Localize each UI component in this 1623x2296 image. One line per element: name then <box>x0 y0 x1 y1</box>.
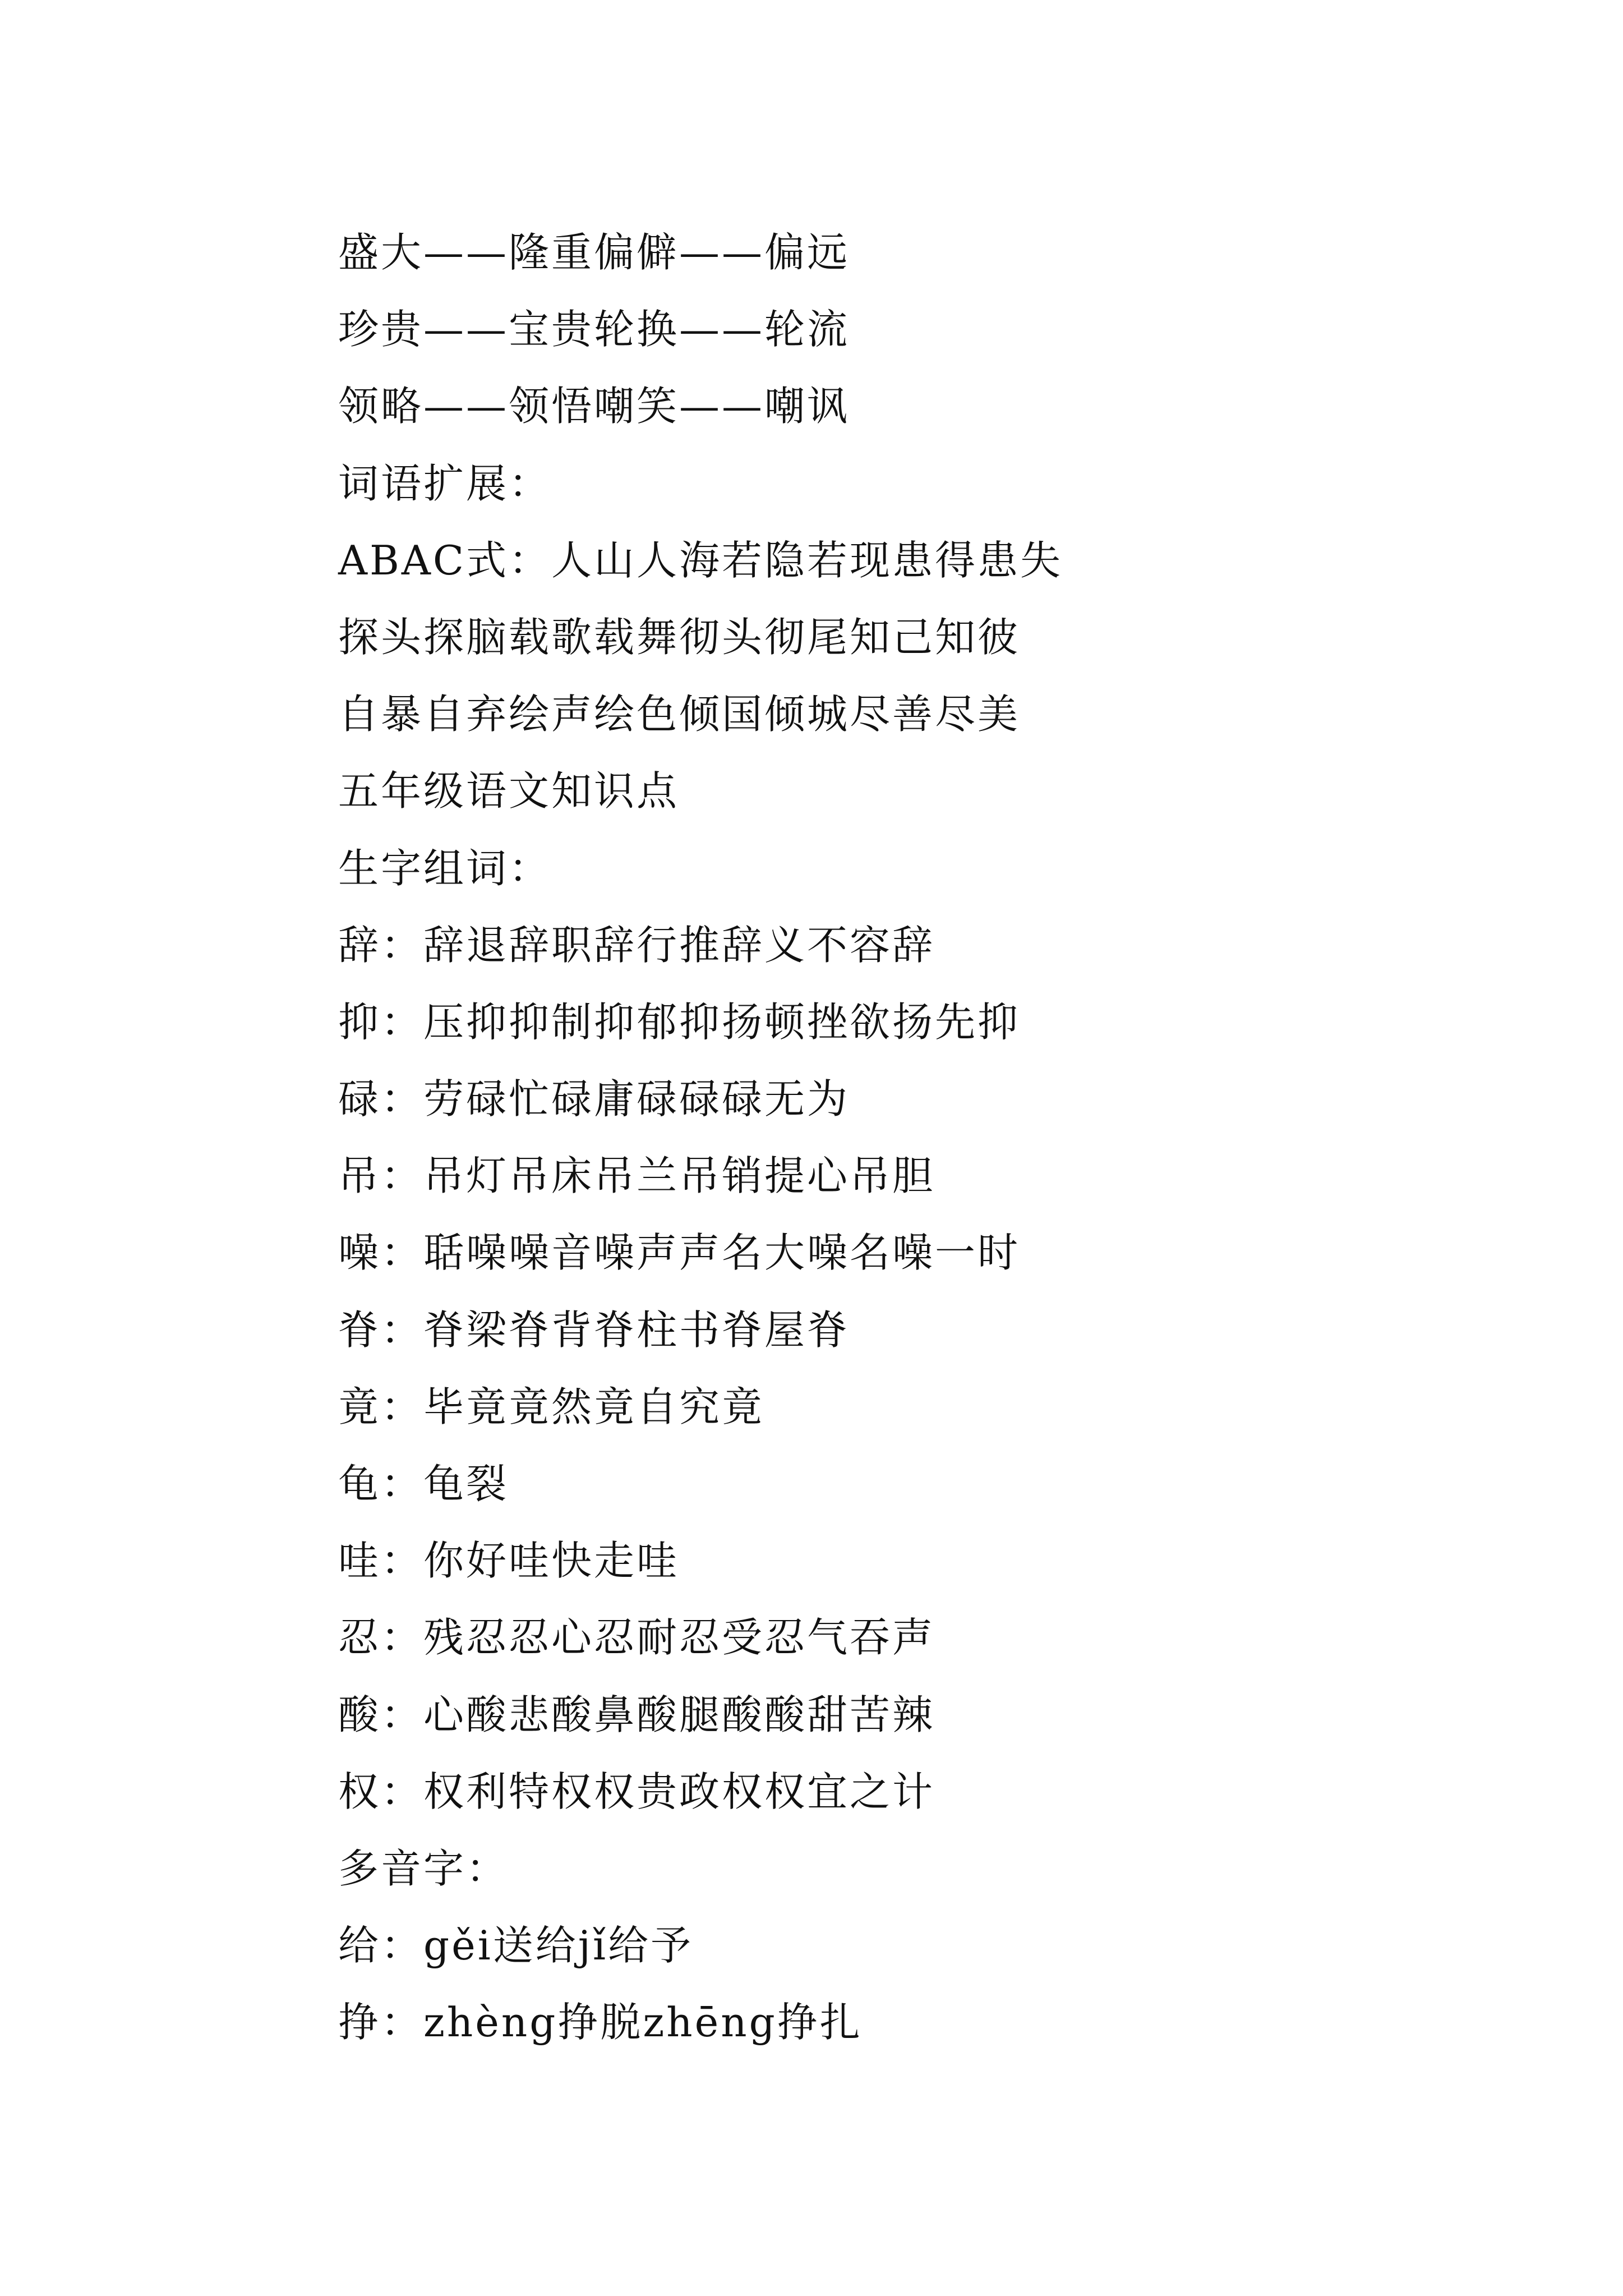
document-title: 五年级语文知识点 <box>338 767 680 815</box>
synonym-line-1: 盛大——隆重偏僻——偏远 <box>338 229 850 276</box>
synonym-line-2: 珍贵——宝贵轮换——轮流 <box>338 306 850 353</box>
character-entry: 龟：龟裂 <box>338 1460 509 1507</box>
abac-line-2: 探头探脑载歌载舞彻头彻尾知己知彼 <box>338 613 1021 661</box>
character-entry: 碌：劳碌忙碌庸碌碌碌无为 <box>338 1075 850 1123</box>
character-entry: 哇：你好哇快走哇 <box>338 1537 680 1585</box>
synonym-line-3: 领略——领悟嘲笑——嘲讽 <box>338 383 850 430</box>
polyphonic-entry: 挣：zhèng挣脱zhēng挣扎 <box>338 1999 863 2046</box>
character-entry: 抑：压抑抑制抑郁抑扬顿挫欲扬先抑 <box>338 998 1021 1046</box>
character-entry: 权：权利特权权贵政权权宜之计 <box>338 1768 935 1815</box>
character-entry: 忍：残忍忍心忍耐忍受忍气吞声 <box>338 1614 935 1662</box>
section-heading-word-expansion: 词语扩展： <box>338 459 552 507</box>
abac-line-3: 自暴自弃绘声绘色倾国倾城尽善尽美 <box>338 691 1021 738</box>
character-entry: 竟：毕竟竟然竟自究竟 <box>338 1383 765 1430</box>
section-heading-polyphonic: 多音字： <box>338 1844 509 1892</box>
document-body <box>338 214 1460 2062</box>
section-heading-new-characters: 生字组词： <box>338 844 552 892</box>
character-entry: 脊：脊梁脊背脊柱书脊屋脊 <box>338 1306 850 1354</box>
character-entry: 辞：辞退辞职辞行推辞义不容辞 <box>338 921 935 969</box>
character-entry: 酸：心酸悲酸鼻酸腿酸酸甜苦辣 <box>338 1691 935 1738</box>
character-entry: 噪：聒噪噪音噪声声名大噪名噪一时 <box>338 1229 1021 1277</box>
character-entry: 吊：吊灯吊床吊兰吊销提心吊胆 <box>338 1152 935 1200</box>
polyphonic-entry: 给：gěi送给jǐ给予 <box>338 1922 694 1970</box>
abac-line-1: ABAC式：人山人海若隐若现患得患失 <box>338 536 1063 584</box>
